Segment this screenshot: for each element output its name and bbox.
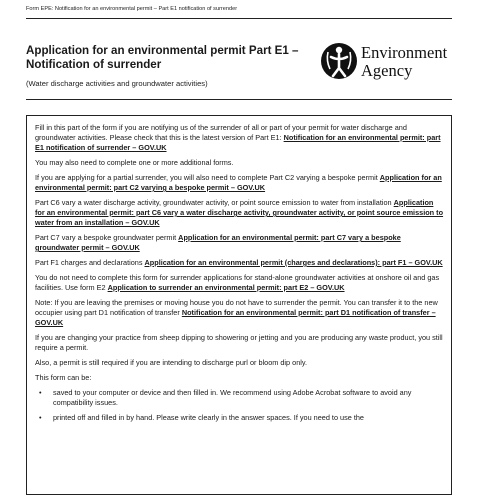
logo-word-agency: Agency — [361, 61, 413, 80]
guidance-content — [35, 123, 445, 428]
page-subtitle: (Water discharge activities and groundwater activities) — [26, 79, 208, 88]
transfer-note-paragraph: Note: If you are leaving the premises or moving house you do not have to surrender the permit. You can transfer it to the new occupier using part D1 notification of transfer Notification for an environmental permit: part D1 notification of transfer – GOV.UK — [35, 298, 438, 327]
page-title: Application for an environmental permit Part E1 – Notification of surrender — [26, 44, 299, 71]
link-part-e2[interactable]: Application to surrender an environmental permit: part E2 – GOV.UK — [107, 283, 345, 292]
header-rule-top — [26, 18, 452, 19]
partial-surrender-paragraph: If you are applying for a partial surrender, you will also need to complete Part C2 varying a bespoke permit Application for an environmental permit: part C2 varying a bespoke permit – GOV.UK — [35, 173, 442, 192]
link-part-c7[interactable]: Application for an environmental permit: part C7 vary a bespoke groundwater permit – GOV.UK — [35, 233, 401, 252]
link-part-c2[interactable]: Application for an environmental permit: part C2 varying a bespoke permit – GOV.UK — [35, 173, 442, 192]
link-part-d1[interactable]: Notification for an environmental permit: part D1 notification of transfer – GOV.UK — [35, 308, 436, 327]
intro-paragraph: Fill in this part of the form if you are notifying us of the surrender of all or part of your permit for water discharge and groundwater activities. Please check that this is the latest version of Part E1: Notification for an environmental permit: part E1 notification of surrender – GOV.UK — [35, 123, 441, 152]
environment-agency-logo-icon — [320, 41, 358, 81]
bullet-icon: • — [39, 388, 42, 397]
header-rule-bottom — [26, 99, 452, 100]
bullet-icon: • — [39, 413, 42, 422]
part-f1-paragraph: Part F1 charges and declarations Application for an environmental permit (charges and declarations): part F1 – GOV.UK — [35, 258, 443, 267]
purl-bloom-paragraph: Also, a permit is still required if you are intending to discharge purl or bloom dip only. — [35, 358, 308, 367]
environment-agency-logo — [320, 41, 454, 83]
form-reference: Form EPE: Notification for an environmental permit – Part E1 notification of surrender — [26, 6, 238, 12]
form-can-be-paragraph: This form can be: — [35, 373, 92, 382]
part-c7-paragraph: Part C7 vary a bespoke groundwater permit Application for an environmental permit: part C7 vary a bespoke groundwater permit – GOV.UK — [35, 233, 401, 252]
list-item: • saved to your computer or device and then filled in. We recommend using Adobe Acrobat software to avoid any compatibility issues. — [39, 388, 412, 407]
list-item: • printed off and filled in by hand. Please write clearly in the answer spaces. If you need to use the — [39, 413, 364, 422]
link-part-f1[interactable]: Application for an environmental permit (charges and declarations): part F1 – GOV.UK — [144, 258, 443, 267]
logo-word-environment: Environment — [361, 43, 448, 62]
link-part-e1[interactable]: Notification for an environmental permit: part E1 notification of surrender – GOV.UK — [35, 133, 441, 152]
link-part-c6[interactable]: Application for an environmental permit: part C6 vary a water discharge activity, groundwater activity, or point source emission to water from an installation – GOV.UK — [35, 198, 444, 227]
guidance-box — [26, 115, 452, 495]
additional-forms-paragraph: You may also need to complete one or more additional forms. — [35, 158, 234, 167]
sheep-dipping-paragraph: If you are changing your practice from sheep dipping to showering or jetting and you are producing any waste product, you still require a permit. — [35, 333, 443, 352]
part-c6-paragraph: Part C6 vary a water discharge activity, groundwater activity, or point source emission to water from installation Application for an environmental permit: part C6 vary a water discharge activity, groundwater activity, or point source emission to water from an installation – GOV.UK — [35, 198, 444, 227]
groundwater-oil-gas-paragraph: You do not need to complete this form for surrender applications for stand-alone groundwater activities at onshore oil and gas facilities. Use form E2 Application to surrender an environmental permit: part E2 – GOV.UK — [35, 273, 440, 292]
